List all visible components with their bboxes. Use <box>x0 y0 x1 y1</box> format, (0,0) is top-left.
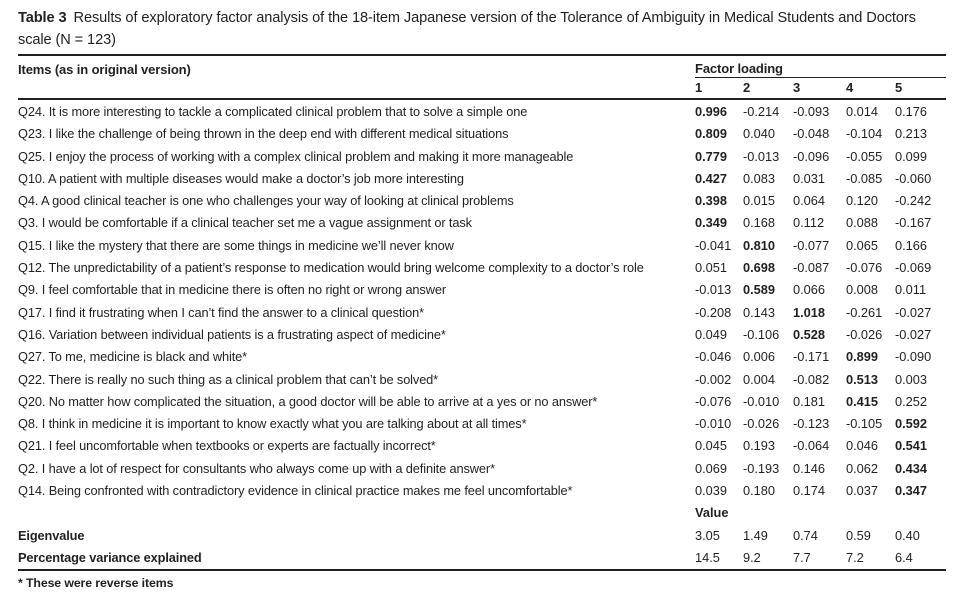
loading-value: 0.004 <box>743 371 776 387</box>
item-row <box>18 413 946 435</box>
factor-analysis-table <box>18 54 946 571</box>
loading-value: 0.398 <box>695 193 728 209</box>
factor-column-header: 4 <box>846 80 854 95</box>
item-text: Q20. No matter how complicated the situation, a good doctor will be able to arrive at a yes or no answer* <box>18 393 598 409</box>
loading-value: 0.069 <box>695 460 728 476</box>
loading-value: -0.013 <box>695 282 732 298</box>
empty-cell <box>18 502 695 524</box>
loading-value: 0.003 <box>895 371 928 387</box>
loading-value: 0.066 <box>793 282 826 298</box>
loading-value: 0.014 <box>846 104 879 119</box>
loading-value: -0.242 <box>895 193 932 209</box>
table-number: Table 3 <box>18 10 67 26</box>
loading-value: -0.048 <box>793 126 830 142</box>
loading-value: -0.076 <box>695 393 732 409</box>
loading-value: 0.039 <box>695 483 728 499</box>
loading-value: -0.046 <box>695 349 732 365</box>
loading-value: 0.193 <box>743 438 776 454</box>
loading-value: -0.171 <box>793 349 830 365</box>
table-header <box>18 55 946 99</box>
items-column-header: Items (as in original version) <box>18 62 191 77</box>
factor-column-header: 2 <box>743 80 751 95</box>
loading-value: 0.011 <box>895 282 927 298</box>
item-row <box>18 480 946 502</box>
item-row <box>18 99 946 123</box>
loading-value: -0.085 <box>846 170 883 186</box>
loading-value: 0.065 <box>846 237 879 253</box>
loading-value: -0.026 <box>743 416 780 432</box>
loading-value: 0.083 <box>743 170 776 186</box>
loading-value: -0.041 <box>695 237 732 253</box>
loading-value: 0.166 <box>895 237 928 253</box>
loading-value: 0.112 <box>793 215 825 231</box>
summary-label: Eigenvalue <box>18 527 85 543</box>
loading-value: 0.427 <box>695 170 728 186</box>
item-row <box>18 190 946 212</box>
loading-value: -0.214 <box>743 104 780 119</box>
item-text: Q10. A patient with multiple diseases would make a doctor’s job more interesting <box>18 170 464 186</box>
item-row <box>18 435 946 457</box>
loading-value: 0.174 <box>793 483 826 499</box>
item-text: Q22. There is really no such thing as a clinical problem that can’t be solved* <box>18 371 439 387</box>
summary-value: 7.7 <box>793 549 811 565</box>
factor-column-header: 1 <box>695 80 703 95</box>
table-caption <box>18 7 934 51</box>
loading-value: -0.093 <box>793 104 830 119</box>
loading-value: 0.347 <box>895 483 928 499</box>
loading-value: 0.415 <box>846 393 879 409</box>
loading-value: 0.899 <box>846 349 879 365</box>
loading-value: 0.810 <box>743 237 776 253</box>
loading-value: -0.208 <box>695 304 732 320</box>
item-text: Q23. I like the challenge of being thrown in the deep end with different medical situations <box>18 126 509 142</box>
loading-value: 0.046 <box>846 438 879 454</box>
summary-value: 3.05 <box>695 527 720 543</box>
summary-value: 0.59 <box>846 527 871 543</box>
loading-value: -0.076 <box>846 260 883 276</box>
loading-value: -0.106 <box>743 326 780 342</box>
value-label: Value <box>695 505 729 521</box>
loading-value: 0.252 <box>895 393 928 409</box>
item-row <box>18 391 946 413</box>
loading-value: 0.143 <box>743 304 776 320</box>
factor-column-header: 5 <box>895 80 903 95</box>
value-header-row <box>18 502 946 524</box>
item-text: Q17. I find it frustrating when I can’t find the answer to a clinical question* <box>18 304 424 320</box>
item-text: Q27. To me, medicine is black and white* <box>18 349 247 365</box>
item-text: Q24. It is more interesting to tackle a complicated clinical problem that to solve a simple one <box>18 104 528 119</box>
item-row <box>18 146 946 168</box>
loading-value: -0.167 <box>895 215 932 231</box>
loading-value: 0.064 <box>793 193 826 209</box>
summary-value: 6.4 <box>895 549 913 565</box>
loading-value: -0.010 <box>695 416 732 432</box>
loading-value: 0.146 <box>793 460 826 476</box>
summary-value: 9.2 <box>743 549 761 565</box>
item-text: Q25. I enjoy the process of working with a complex clinical problem and making it more manageable <box>18 148 574 164</box>
loading-value: 0.049 <box>695 326 728 342</box>
summary-value: 14.5 <box>695 549 720 565</box>
summary-value: 0.74 <box>793 527 818 543</box>
item-text: Q8. I think in medicine it is important to know exactly what you are talking about at all times* <box>18 416 527 432</box>
loading-value: 0.698 <box>743 260 776 276</box>
item-text: Q9. I feel comfortable that in medicine there is often no right or wrong answer <box>18 282 446 298</box>
item-row <box>18 257 946 279</box>
loading-value: -0.069 <box>895 260 932 276</box>
loading-value: -0.064 <box>793 438 830 454</box>
loading-value: -0.077 <box>793 237 830 253</box>
factor-loading-header: Factor loading <box>695 55 946 78</box>
loading-value: 0.040 <box>743 126 776 142</box>
item-text: Q14. Being confronted with contradictory evidence in clinical practice makes me feel uncomfortable* <box>18 483 573 499</box>
loading-value: 0.181 <box>793 393 826 409</box>
loading-value: 0.015 <box>743 193 776 209</box>
loading-value: 0.037 <box>846 483 879 499</box>
loading-value: 0.099 <box>895 148 928 164</box>
loading-value: 0.541 <box>895 438 928 454</box>
loading-value: -0.123 <box>793 416 830 432</box>
loading-value: -0.010 <box>743 393 780 409</box>
loading-value: -0.060 <box>895 170 932 186</box>
item-text: Q15. I like the mystery that there are some things in medicine we’ll never know <box>18 237 454 253</box>
loading-value: 0.434 <box>895 460 928 476</box>
loading-value: 0.120 <box>846 193 879 209</box>
loading-value: -0.193 <box>743 460 780 476</box>
item-row <box>18 168 946 190</box>
loading-value: -0.002 <box>695 371 732 387</box>
item-text: Q3. I would be comfortable if a clinical teacher set me a vague assignment or task <box>18 215 472 231</box>
loading-value: 1.018 <box>793 304 826 320</box>
summary-value: 0.40 <box>895 527 920 543</box>
loading-value: 0.006 <box>743 349 776 365</box>
item-row <box>18 235 946 257</box>
item-row <box>18 369 946 391</box>
summary-row <box>18 525 946 547</box>
loading-value: -0.096 <box>793 148 830 164</box>
loading-value: 0.996 <box>695 104 728 119</box>
table-body <box>18 99 946 570</box>
header-row <box>18 55 946 78</box>
item-text: Q21. I feel uncomfortable when textbooks or experts are factually incorrect* <box>18 438 436 454</box>
loading-value: 0.513 <box>846 371 879 387</box>
summary-value: 1.49 <box>743 527 768 543</box>
loading-value: -0.087 <box>793 260 830 276</box>
item-row <box>18 324 946 346</box>
loading-value: -0.013 <box>743 148 780 164</box>
loading-value: 0.045 <box>695 438 728 454</box>
item-row <box>18 212 946 234</box>
summary-row <box>18 547 946 570</box>
item-row <box>18 346 946 368</box>
loading-value: 0.592 <box>895 416 928 432</box>
item-text: Q12. The unpredictability of a patient’s response to medication would bring welcome complexity to a doctor’s role <box>18 260 644 276</box>
item-row <box>18 123 946 145</box>
loading-value: 0.176 <box>895 104 928 119</box>
loading-value: 0.528 <box>793 326 826 342</box>
loading-value: 0.062 <box>846 460 879 476</box>
loading-value: 0.180 <box>743 483 776 499</box>
loading-value: -0.082 <box>793 371 830 387</box>
loading-value: 0.779 <box>695 148 728 164</box>
loading-value: -0.027 <box>895 304 932 320</box>
summary-value: 7.2 <box>846 549 864 565</box>
item-text: Q4. A good clinical teacher is one who challenges your way of looking at clinical problems <box>18 193 514 209</box>
loading-value: 0.088 <box>846 215 879 231</box>
table-caption-text: Results of exploratory factor analysis of the 18-item Japanese version of the Tolerance of Ambiguity in Medical Students and Doctors scale (N = 123) <box>18 10 916 48</box>
loading-value: -0.105 <box>846 416 883 432</box>
table-footnote: * These were reverse items <box>18 576 174 591</box>
loading-value: 0.349 <box>695 215 728 231</box>
loading-value: 0.809 <box>695 126 728 142</box>
loading-value: 0.168 <box>743 215 776 231</box>
summary-label: Percentage variance explained <box>18 549 202 565</box>
loading-value: -0.090 <box>895 349 932 365</box>
loading-value: 0.213 <box>895 126 928 142</box>
factor-column-header: 3 <box>793 80 801 95</box>
item-row <box>18 279 946 301</box>
loading-value: 0.031 <box>793 170 826 186</box>
item-row <box>18 302 946 324</box>
loading-value: -0.027 <box>895 326 932 342</box>
loading-value: -0.026 <box>846 326 883 342</box>
loading-value: 0.008 <box>846 282 879 298</box>
loading-value: 0.589 <box>743 282 776 298</box>
loading-value: 0.051 <box>695 260 728 276</box>
item-text: Q2. I have a lot of respect for consultants who always come up with a definite answer* <box>18 460 495 476</box>
item-row <box>18 458 946 480</box>
loading-value: -0.104 <box>846 126 883 142</box>
loading-value: -0.261 <box>846 304 883 320</box>
item-text: Q16. Variation between individual patients is a frustrating aspect of medicine* <box>18 326 446 342</box>
loading-value: -0.055 <box>846 148 883 164</box>
